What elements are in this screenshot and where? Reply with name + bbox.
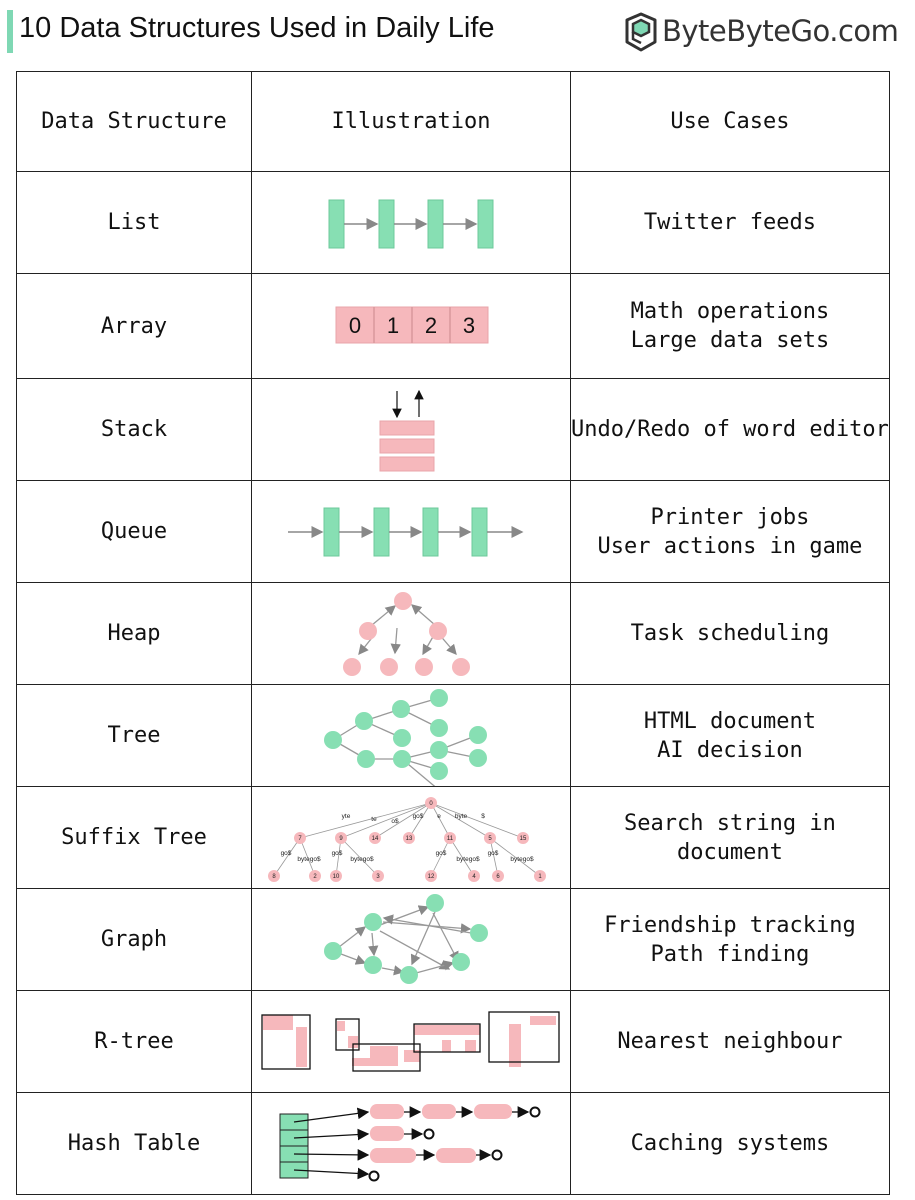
suffix-edge-label: e bbox=[437, 813, 441, 820]
header-data-structure: Data Structure bbox=[17, 72, 252, 172]
table-row-r-tree bbox=[17, 991, 890, 1093]
brand bbox=[624, 10, 909, 54]
structure-name: Suffix Tree bbox=[17, 787, 252, 889]
table-row-queue bbox=[17, 481, 890, 583]
suffix-node: 14 bbox=[371, 836, 379, 842]
array-cell: 1 bbox=[386, 313, 400, 338]
suffix-node: 0 bbox=[429, 801, 433, 807]
suffix-tree-illustration bbox=[252, 787, 571, 889]
structure-name: Queue bbox=[17, 481, 252, 583]
header-use-cases: Use Cases bbox=[571, 72, 890, 172]
use-cases: HTML document AI decision bbox=[571, 685, 890, 787]
suffix-edge-label: bytego$ bbox=[350, 856, 374, 863]
title-accent-bar bbox=[7, 10, 13, 53]
stack-illustration bbox=[252, 379, 571, 481]
use-cases: Nearest neighbour bbox=[571, 991, 890, 1093]
list-illustration bbox=[252, 172, 571, 274]
structure-name: Stack bbox=[17, 379, 252, 481]
use-cases: Math operations Large data sets bbox=[571, 274, 890, 379]
suffix-edge-label: go$ bbox=[331, 850, 343, 857]
suffix-edge-label: bytego$ bbox=[456, 856, 480, 863]
use-cases: Friendship tracking Path finding bbox=[571, 889, 890, 991]
table-row-suffix-tree bbox=[17, 787, 890, 889]
structure-name: List bbox=[17, 172, 252, 274]
suffix-edge-label: yte bbox=[341, 813, 351, 820]
structure-name: Graph bbox=[17, 889, 252, 991]
header-illustration: Illustration bbox=[252, 72, 571, 172]
graph-illustration bbox=[252, 889, 571, 991]
suffix-node: 7 bbox=[298, 836, 302, 842]
suffix-edge-label: go$ bbox=[435, 850, 447, 857]
use-cases: Undo/Redo of word editor bbox=[571, 379, 890, 481]
suffix-node: 8 bbox=[272, 874, 276, 880]
suffix-edge-label: go$ bbox=[412, 813, 424, 820]
suffix-node: 15 bbox=[519, 836, 527, 842]
array-cell: 0 bbox=[348, 313, 362, 338]
suffix-node: 12 bbox=[427, 874, 435, 880]
suffix-node: 13 bbox=[405, 836, 413, 842]
brand-name: ByteByteGo.com bbox=[662, 14, 899, 48]
suffix-node: 4 bbox=[472, 874, 476, 880]
structure-name: R-tree bbox=[17, 991, 252, 1093]
heap-illustration bbox=[252, 583, 571, 685]
use-cases: Caching systems bbox=[571, 1093, 890, 1195]
suffix-node: 5 bbox=[488, 836, 492, 842]
suffix-edge-label: o$ bbox=[391, 818, 399, 825]
suffix-edge-label: go$ bbox=[280, 850, 292, 857]
tree-illustration bbox=[252, 685, 571, 787]
table-row-tree bbox=[17, 685, 890, 787]
suffix-node: 9 bbox=[339, 836, 343, 842]
table-row-graph bbox=[17, 889, 890, 991]
use-cases: Printer jobs User actions in game bbox=[571, 481, 890, 583]
suffix-edge-label: go$ bbox=[487, 850, 499, 857]
table-header-row bbox=[17, 72, 890, 172]
table-row-array bbox=[17, 274, 890, 379]
structure-name: Array bbox=[17, 274, 252, 379]
suffix-edge-label: $ bbox=[481, 813, 485, 820]
array-illustration bbox=[252, 274, 571, 379]
data-structures-table bbox=[16, 71, 890, 1195]
suffix-edge-label: bytego$ bbox=[510, 856, 534, 863]
use-cases: Task scheduling bbox=[571, 583, 890, 685]
suffix-node: 11 bbox=[446, 836, 454, 842]
r-tree-illustration bbox=[252, 991, 571, 1093]
hash-table-illustration bbox=[252, 1093, 571, 1195]
suffix-node: 3 bbox=[376, 874, 380, 880]
bytebytego-logo-icon bbox=[624, 12, 658, 52]
table-row-stack bbox=[17, 379, 890, 481]
table-row-hash-table bbox=[17, 1093, 890, 1195]
use-cases: Search string in document bbox=[571, 787, 890, 889]
structure-name: Heap bbox=[17, 583, 252, 685]
suffix-edge-label: te bbox=[371, 816, 377, 823]
array-cell: 2 bbox=[424, 313, 438, 338]
suffix-node: 10 bbox=[332, 874, 340, 880]
page-title: 10 Data Structures Used in Daily Life bbox=[19, 12, 495, 44]
structure-name: Tree bbox=[17, 685, 252, 787]
queue-illustration bbox=[252, 481, 571, 583]
structure-name: Hash Table bbox=[17, 1093, 252, 1195]
suffix-node: 1 bbox=[538, 874, 542, 880]
table-row-list bbox=[17, 172, 890, 274]
suffix-edge-label: bytego$ bbox=[297, 856, 321, 863]
table-row-heap bbox=[17, 583, 890, 685]
array-cell: 3 bbox=[462, 313, 476, 338]
suffix-node: 6 bbox=[496, 874, 500, 880]
use-cases: Twitter feeds bbox=[571, 172, 890, 274]
suffix-edge-label: byte bbox=[454, 813, 468, 820]
suffix-node: 2 bbox=[313, 874, 317, 880]
